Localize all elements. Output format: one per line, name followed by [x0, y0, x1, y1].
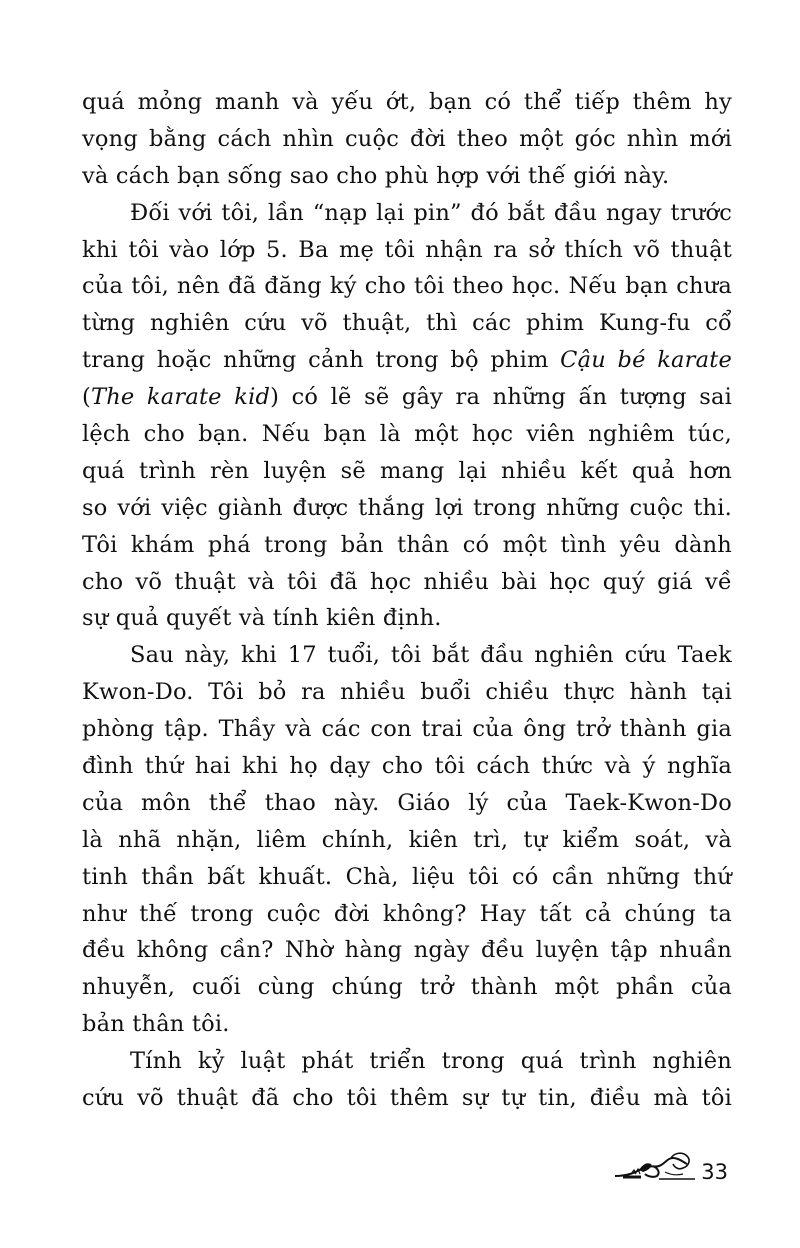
text-line: từng nghiên cứu võ thuật, thì các phim Kung-fu cổ [82, 310, 732, 337]
text-run: trang hoặc những cảnh trong bộ phim [82, 347, 561, 374]
italic-title: Cậu bé karate [560, 347, 732, 374]
text-run: ( [82, 384, 91, 411]
text-line: Kwon-Do. Tôi bỏ ra nhiều buổi chiều thực hành tại [82, 679, 732, 706]
text-line: quá trình rèn luyện sẽ mang lại nhiều kết quả hơn [82, 457, 732, 484]
italic-title: The karate kid [90, 384, 271, 411]
page-footer [613, 1146, 728, 1186]
text-line: so với việc giành được thắng lợi trong những cuộc thi. [82, 494, 732, 521]
page-number: 33 [701, 1160, 728, 1184]
body-text [82, 84, 732, 1117]
text-line: quá mỏng manh và yếu ớt, bạn có thể tiếp thêm hy [82, 89, 732, 115]
text-line: bản thân tôi. [82, 1011, 230, 1038]
text-line: sự quả quyết và tính kiên định. [82, 605, 442, 632]
text-line: vọng bằng cách nhìn cuộc đời theo một góc nhìn mới [82, 125, 732, 152]
text-line [82, 379, 732, 416]
text-line: của tôi, nên đã đăng ký cho tôi theo học. Nếu bạn chưa [82, 273, 732, 300]
text-line: Sau này, khi 17 tuổi, tôi bắt đầu nghiên cứu Taek [130, 642, 732, 669]
text-line: như thế trong cuộc đời không? Hay tất cả chúng ta [82, 900, 732, 927]
text-line: là nhã nhặn, liêm chính, kiên trì, tự kiểm soát, và [82, 826, 732, 853]
dragon-ornament-icon [613, 1146, 697, 1186]
text-line: của môn thể thao này. Giáo lý của Taek-Kwon-Do [82, 789, 732, 816]
text-line: đình thứ hai khi họ dạy cho tôi cách thức và ý nghĩa [82, 753, 732, 780]
text-line: Tính kỷ luật phát triển trong quá trình nghiên [130, 1048, 732, 1075]
text-line: đều không cần? Nhờ hàng ngày đều luyện tập nhuần [82, 937, 732, 964]
text-line: nhuyễn, cuối cùng chúng trở thành một phần của [82, 974, 732, 1001]
text-line: cho võ thuật và tôi đã học nhiều bài học quý giá về [82, 568, 732, 595]
text-line [82, 342, 732, 379]
text-line: Tôi khám phá trong bản thân có một tình yêu dành [82, 531, 732, 558]
text-line: lệch cho bạn. Nếu bạn là một học viên nghiêm túc, [82, 421, 732, 448]
text-run: ) có lẽ sẽ gây ra những ấn tượng sai [270, 384, 733, 411]
text-line: khi tôi vào lớp 5. Ba mẹ tôi nhận ra sở thích võ thuật [82, 236, 732, 263]
text-line: phòng tập. Thầy và các con trai của ông trở thành gia [82, 716, 732, 743]
text-line: tinh thần bất khuất. Chà, liệu tôi có cần những thứ [82, 863, 732, 890]
text-line: cứu võ thuật đã cho tôi thêm sự tự tin, điều mà tôi [82, 1085, 732, 1112]
text-line: và cách bạn sống sao cho phù hợp với thế giới này. [82, 162, 670, 189]
text-line: Đối với tôi, lần “nạp lại pin” đó bắt đầu ngay trước [130, 199, 732, 226]
